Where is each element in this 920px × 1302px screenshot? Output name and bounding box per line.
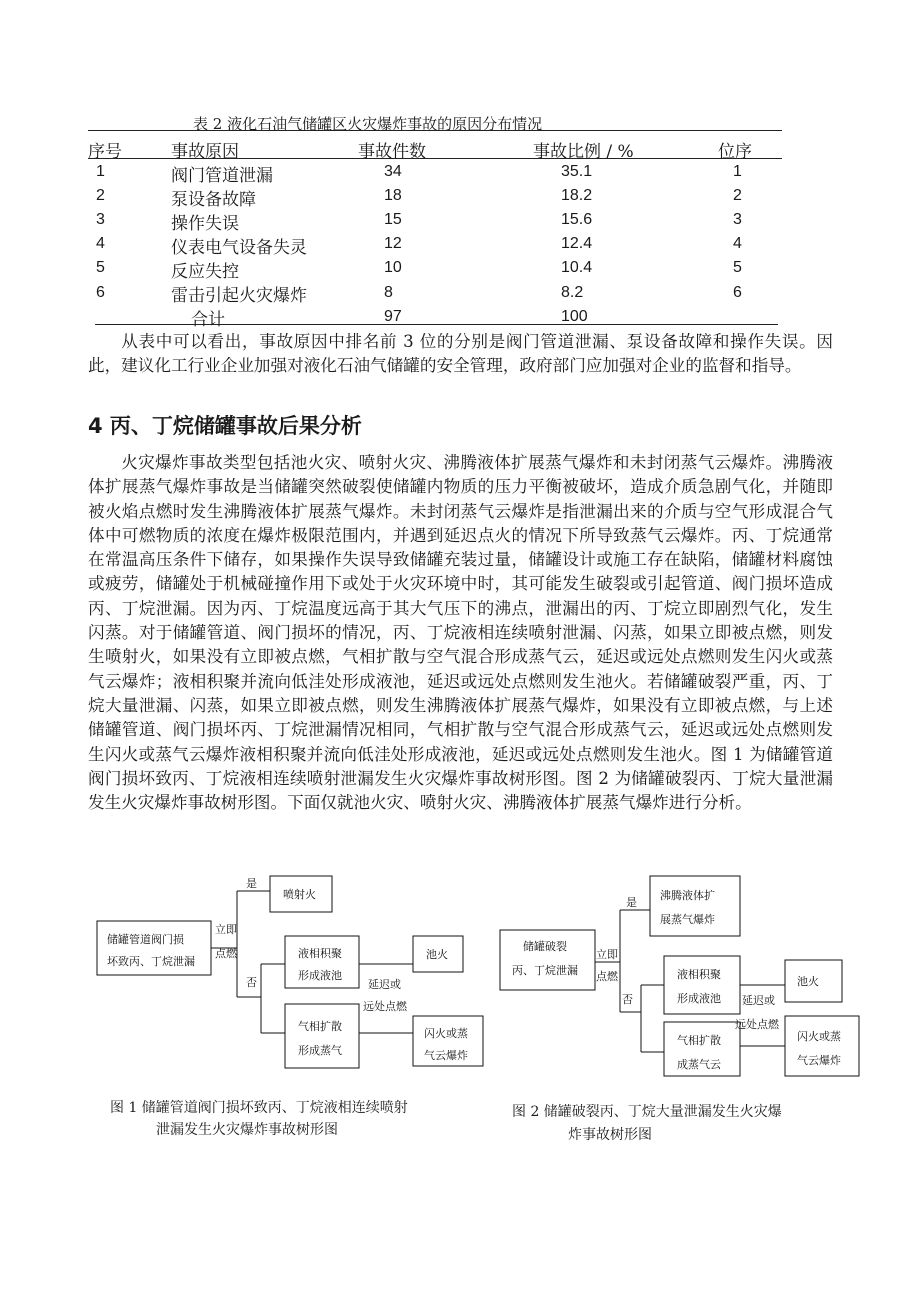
header-ratio: 事故比例 / %: [533, 142, 634, 162]
node-liquid-pool-2: [664, 956, 740, 1014]
table-cell: 泵设备故障: [171, 190, 256, 210]
fig1-jet-fire: 喷射火: [283, 888, 316, 901]
table-cell: 8.2: [561, 284, 584, 301]
table-cell: 5: [96, 259, 105, 276]
table-cell: 1: [733, 163, 742, 180]
fig2-bleve-1: 沸腾液体扩: [660, 889, 715, 902]
fig1-root-line2: 坏致丙、丁烷泄漏: [107, 955, 195, 968]
fig2-bleve-2: 展蒸气爆炸: [660, 913, 715, 926]
table-cell: 阀门管道泄漏: [171, 166, 273, 186]
node-flash-2: [785, 1016, 859, 1076]
fig2-delayed-2: 远处点燃: [735, 1018, 779, 1031]
fig2-delayed-1: 延迟或: [742, 994, 775, 1007]
figure-2-caption-line2: 炸事故树形图: [568, 1127, 652, 1143]
fig1-vapor-1: 气相扩散: [298, 1020, 342, 1033]
table-cell: 15: [384, 211, 402, 228]
node-vapor-cloud: [285, 1004, 359, 1068]
header-count: 事故件数: [358, 142, 426, 162]
fig2-no: 否: [622, 993, 633, 1006]
fig2-root-line2: 丙、丁烷泄漏: [512, 964, 578, 977]
table-cell: 6: [733, 284, 742, 301]
table-total-count: 97: [384, 308, 402, 325]
table-cell: 12.4: [561, 235, 593, 252]
fig2-root-line1: 储罐破裂: [523, 940, 567, 953]
header-no: 序号: [88, 142, 122, 162]
fig1-flash-1: 闪火或蒸: [424, 1027, 468, 1040]
fig1-delayed-2: 远处点燃: [363, 1000, 407, 1013]
table-cell: 1: [96, 163, 105, 180]
fig2-immediate-1: 立即: [596, 948, 618, 961]
figure-1-caption-line2: 泄漏发生火灾爆炸事故树形图: [156, 1122, 338, 1138]
fig1-liquid-2: 形成液池: [298, 969, 342, 982]
table-cell: 18: [384, 187, 402, 204]
table-cell: 4: [733, 235, 742, 252]
figure-1-caption-line1: 图 1 储罐管道阀门损坏致丙、丁烷液相连续喷射: [110, 1100, 408, 1116]
fig2-yes: 是: [626, 896, 637, 909]
fig1-pool-fire: 池火: [426, 948, 448, 961]
table-cell: 12: [384, 235, 402, 252]
fig2-vapor-1: 气相扩散: [677, 1034, 721, 1047]
table-cell: 2: [96, 187, 105, 204]
fig2-pool-fire: 池火: [797, 975, 819, 988]
node-root-2: [500, 930, 595, 990]
table-cell: 15.6: [561, 211, 593, 228]
table-cell: 10: [384, 259, 402, 276]
fig1-flash-2: 气云爆炸: [424, 1049, 468, 1062]
table-cell: 8: [384, 284, 393, 301]
fig2-flash-2: 气云爆炸: [797, 1054, 841, 1067]
table-cell: 34: [384, 163, 402, 180]
table-cell: 反应失控: [171, 262, 239, 282]
fig1-root-line1: 储罐管道阀门损: [107, 933, 184, 946]
table-cell: 操作失误: [171, 214, 239, 234]
table-total-ratio: 100: [561, 308, 588, 325]
table-cell: 仪表电气设备失灵: [171, 238, 307, 258]
header-cause: 事故原因: [171, 142, 239, 162]
fig2-flash-1: 闪火或蒸: [797, 1030, 841, 1043]
table-cell: 3: [733, 211, 742, 228]
fig1-immediate-1: 立即: [215, 923, 237, 936]
table-cell: 10.4: [561, 259, 593, 276]
table-cell: 4: [96, 235, 105, 252]
paragraph-conclusion: 从表中可以看出，事故原因中排名前 3 位的分别是阀门管道泄漏、泵设备故障和操作失误。因此，建议化工行业企业加强对液化石油气储罐的安全管理，政府部门应加强对企业的监督和指导。: [88, 332, 833, 376]
fig1-yes: 是: [246, 877, 257, 890]
fig1-liquid-1: 液相积聚: [298, 947, 342, 960]
fig1-vapor-2: 形成蒸气: [298, 1044, 342, 1057]
table-cell: 5: [733, 259, 742, 276]
fig2-liquid-1: 液相积聚: [677, 968, 721, 981]
node-bleve: [650, 876, 740, 936]
fig2-vapor-2: 成蒸气云: [677, 1058, 721, 1071]
table-cell: 3: [96, 211, 105, 228]
fig1-immediate-2: 点燃: [215, 947, 237, 960]
fig2-immediate-2: 点燃: [596, 970, 618, 983]
table-caption: 表 2 液化石油气储罐区火灾爆炸事故的原因分布情况: [193, 115, 543, 133]
figure-2-caption-line1: 图 2 储罐破裂丙、丁烷大量泄漏发生火灾爆: [512, 1104, 782, 1120]
table-cell: 6: [96, 284, 105, 301]
section-title: 4 丙、丁烷储罐事故后果分析: [88, 414, 362, 438]
header-rank: 位序: [718, 142, 752, 162]
table-total-label: 合计: [191, 310, 225, 330]
table-cell: 2: [733, 187, 742, 204]
table-cell: 18.2: [561, 187, 593, 204]
fig1-delayed-1: 延迟或: [368, 978, 401, 991]
table-cell: 雷击引起火灾爆炸: [171, 286, 307, 306]
paragraph-analysis: 火灾爆炸事故类型包括池火灾、喷射火灾、沸腾液体扩展蒸气爆炸和未封闭蒸气云爆炸。沸腾液体扩展蒸气爆炸事故是当储罐突然破裂使储罐内物质的压力平衡被破坏，造成介质急剧气化，并随即被火焰点燃时发生沸腾液体扩展蒸气爆炸。未封闭蒸气云爆炸是指泄漏出来的介质与空气形成混合气体中可燃物质的浓度在爆炸极限范围内，并遇到延迟点火的情况下所导致蒸气云爆炸。丙、丁烷通常在常温高压条件下储存，如果操作失误导致储罐充装过量，储罐设计或施工存在缺陷，储罐材料腐蚀或疲劳，储罐处于机械碰撞作用下或处于火灾环境中时，其可能发生破裂或引起管道、阀门损坏造成丙、丁烷泄漏。因为丙、丁烷温度远高于其大气压下的沸点，泄漏出的丙、丁烷立即剧烈气化，发生闪蒸。对于储罐管道、阀门损坏的情况，丙、丁烷液相连续喷射泄漏、闪蒸，如果立即被点燃，则发生喷射火，如果没有立即被点燃，气相扩散与空气混合形成蒸气云，延迟或远处点燃则发生闪火或蒸气云爆炸；液相积聚并流向低洼处形成液池，延迟或远处点燃则发生池火。若储罐破裂严重，丙、丁烷大量泄漏、闪蒸，如果立即被点燃，则发生沸腾液体扩展蒸气爆炸，如果没有立即被点燃，与上述储罐管道、阀门损坏丙、丁烷泄漏情况相同，气相扩散与空气混合形成蒸气云，延迟或远处点燃则发生闪火或蒸气云爆炸液相积聚并流向低洼处形成液池，延迟或远处点燃则发生池火。图 1 为储罐管道阀门损坏致丙、丁烷液相连续喷射泄漏发生火灾爆炸事故树形图。图 2 为储罐破裂丙、丁烷大量泄漏发生火灾爆炸事故树形图。下面仅就池火灾、喷射火灾、沸腾液体扩展蒸气爆炸进行分析。: [88, 453, 833, 813]
table-cell: 35.1: [561, 163, 593, 180]
fig1-no: 否: [246, 976, 257, 989]
fig2-liquid-2: 形成液池: [677, 992, 721, 1005]
